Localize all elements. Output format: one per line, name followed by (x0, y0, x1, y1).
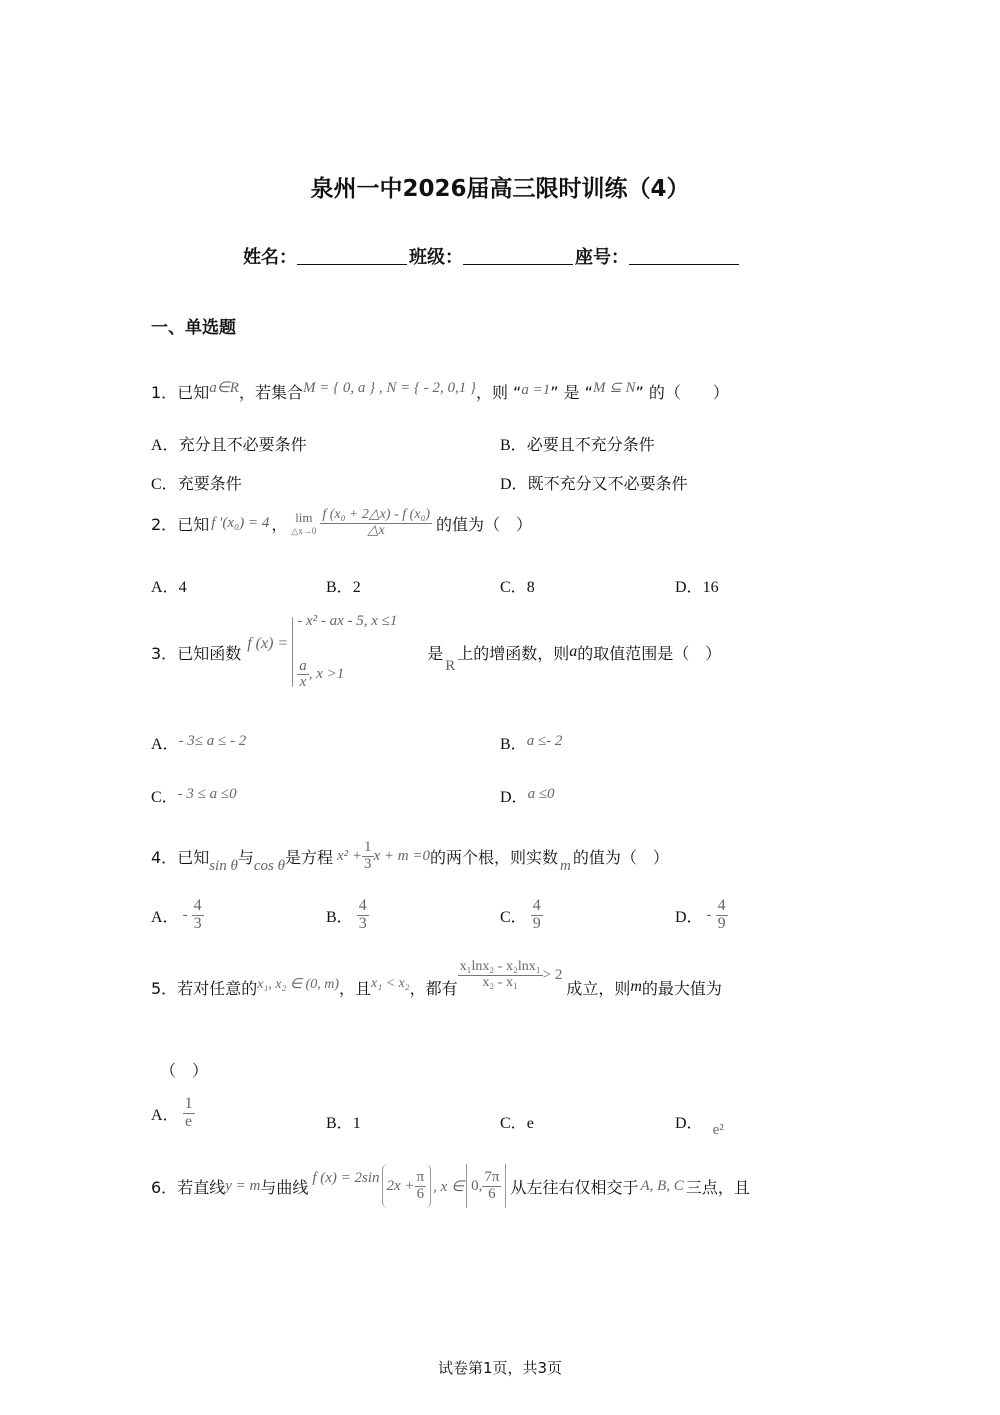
option-a[interactable] (151, 898, 204, 933)
denominator: 9 (717, 914, 726, 932)
domain-interval (466, 1164, 506, 1208)
sin-argument (382, 1164, 432, 1208)
option-key: B． (500, 736, 527, 753)
question-text: 成立，则 (566, 978, 631, 998)
math-expr: y = m (225, 1177, 261, 1194)
math-expr: M ⊆ N (592, 380, 636, 396)
question-text: 与曲线 (260, 1177, 309, 1197)
equation-part: x + m =0 (373, 847, 430, 864)
numerator: π (416, 1168, 425, 1185)
math-expr: a =1 (521, 382, 551, 398)
option-key: C． (500, 1115, 527, 1132)
student-info-row (243, 243, 741, 269)
fraction (320, 508, 432, 538)
numerator: 4 (193, 897, 202, 914)
math-m: m (560, 857, 571, 874)
option-d[interactable] (675, 574, 719, 597)
option-math: - 3 ≤ a ≤0 (177, 786, 237, 802)
math-expr: x₁, x₂ ∈ (0, m) (257, 976, 339, 992)
option-d[interactable] (500, 784, 555, 807)
denominator: △x (367, 522, 385, 538)
question-2 (151, 508, 532, 538)
fraction (183, 1096, 195, 1131)
option-key: B． (326, 1115, 353, 1132)
question-number: 2． (151, 514, 178, 534)
option-c[interactable] (151, 784, 237, 807)
option-key: A． (151, 736, 179, 753)
math-expr: f ′(x₀) = 4 (211, 514, 270, 531)
option-key: C． (500, 908, 527, 926)
numerator: x₁lnx₂ - x₂lnx₁ (459, 958, 541, 974)
question-number: 3． (151, 643, 178, 663)
option-text: 16 (702, 579, 719, 596)
numerator: 4 (358, 897, 367, 914)
question-6 (151, 1160, 750, 1212)
option-key: D． (500, 789, 528, 806)
math-expr: A, B, C (640, 1177, 684, 1194)
question-text: 若对任意的 (177, 978, 258, 998)
fraction (362, 840, 374, 873)
question-text: 的值为（ ） (572, 847, 669, 867)
option-text: 4 (178, 579, 187, 596)
limit-operator (291, 510, 316, 537)
question-text: 是方程 (284, 847, 333, 867)
question-text: 的最大值为 (641, 978, 722, 998)
option-key: D． (500, 476, 528, 493)
numerator: 1 (184, 1095, 193, 1112)
question-text: 已知 (177, 514, 210, 534)
math-expr: M = { 0, a } , N = { - 2, 0,1 } (302, 380, 476, 396)
option-b[interactable] (326, 574, 361, 597)
option-b[interactable] (500, 731, 562, 754)
math-cos: cos θ (253, 857, 285, 874)
lim-sub: △x→0 (291, 525, 317, 536)
math-a: a (569, 643, 578, 660)
question-text: ” 是 “ (550, 383, 593, 402)
arg-part: 2x + (386, 1177, 415, 1194)
option-text: 充分且不必要条件 (178, 435, 307, 454)
option-key: C． (151, 789, 178, 806)
option-math: a ≤0 (527, 786, 555, 802)
class-label: 班级： (409, 247, 463, 268)
numerator: 1 (364, 838, 372, 855)
option-a[interactable] (151, 432, 307, 455)
case-1: - x² - ax - 5, x ≤1 (297, 613, 398, 629)
option-key: C． (151, 476, 178, 493)
math-expr: , x ∈ (433, 1178, 465, 1195)
option-text: 1 (352, 1115, 361, 1132)
numerator: 4 (717, 897, 726, 914)
option-key: B． (326, 908, 353, 926)
math-sin: sin θ (209, 857, 238, 874)
denominator: 3 (364, 855, 372, 872)
question-text: 已知 (177, 383, 210, 402)
question-text: ” 的（ ） (635, 383, 729, 402)
option-a[interactable] (151, 731, 246, 754)
question-number: 4． (151, 847, 178, 867)
math-gt: > 2 (542, 966, 563, 983)
question-text: 已知 (177, 847, 210, 867)
denominator: 6 (488, 1185, 496, 1202)
option-key: A． (151, 579, 179, 596)
case-2-tail: , x >1 (308, 666, 345, 683)
question-text: 与 (237, 847, 254, 867)
option-text: 必要且不充分条件 (526, 435, 655, 454)
option-text: 8 (526, 579, 535, 596)
option-a[interactable] (151, 574, 187, 597)
math-expr: x₁ < x₂ (371, 976, 410, 991)
question-text: 的两个根，则实数 (430, 847, 559, 867)
option-math: - 3≤ a ≤ - 2 (178, 733, 247, 749)
question-text: ， (271, 514, 288, 534)
piecewise-cases (297, 613, 427, 691)
option-text: 2 (352, 579, 361, 596)
function-name: f (x) = 2sin (312, 1169, 380, 1186)
option-d[interactable] (500, 471, 688, 494)
question-text: 三点，且 (685, 1177, 750, 1197)
question-text: ，都有 (409, 978, 458, 998)
lim-text: lim (295, 509, 313, 525)
option-key: C． (500, 579, 527, 596)
option-sign: - (182, 906, 188, 923)
denominator: x₂ - x₁ (482, 974, 518, 990)
piecewise-brace (292, 617, 293, 687)
option-math: a ≤- 2 (526, 733, 563, 749)
option-a[interactable] (151, 1096, 195, 1131)
question-3 (151, 612, 721, 692)
math-m: m (630, 978, 642, 995)
fraction (716, 898, 728, 933)
denominator: x (299, 674, 307, 691)
option-c[interactable] (500, 1110, 534, 1133)
question-number: 1． (151, 383, 178, 402)
question-number: 6． (151, 1177, 178, 1197)
option-sign: - (706, 906, 712, 923)
fraction (458, 960, 543, 990)
question-4 (151, 832, 669, 880)
option-text: 既不充分又不必要条件 (527, 474, 688, 493)
fraction (297, 659, 309, 692)
option-text: e² (712, 1122, 724, 1138)
denominator: 9 (532, 914, 541, 932)
question-text: ，若集合 (238, 383, 303, 402)
function-name: f (x) = (247, 635, 289, 652)
page-title: 泉州一中2026届高三限时训练（4） (310, 176, 690, 202)
denominator: 6 (416, 1185, 425, 1202)
option-text: 充要条件 (177, 474, 242, 493)
fraction (482, 1170, 501, 1203)
equation-part: x² + (336, 847, 363, 864)
option-c[interactable] (151, 471, 242, 494)
class-blank[interactable] (463, 246, 573, 265)
fraction (415, 1170, 427, 1203)
math-expr: a∈R (209, 380, 239, 396)
fraction (192, 898, 204, 933)
denominator: 3 (193, 914, 202, 932)
option-key: A． (151, 437, 179, 454)
question-text: 的取值范围是（ ） (577, 643, 722, 663)
math-R: R (445, 657, 456, 674)
question-text: ，则 “ (475, 383, 522, 402)
name-label: 姓名： (243, 247, 297, 268)
seat-label: 座号： (575, 247, 629, 268)
question-5 (151, 960, 722, 1014)
question-number: 5． (151, 978, 178, 998)
numerator: a (299, 657, 307, 674)
option-key: D． (675, 579, 703, 596)
numerator: f (x₀ + 2△x) - f (x₀) (322, 507, 431, 522)
fraction (357, 898, 369, 933)
question-text: 若直线 (177, 1177, 226, 1197)
option-key: A． (151, 908, 179, 926)
fraction (531, 898, 543, 933)
option-b[interactable] (326, 898, 369, 933)
interval-part: 0, (471, 1177, 483, 1194)
option-b[interactable] (326, 1110, 361, 1133)
denominator: 3 (358, 914, 367, 932)
question-text: 从左往右仅相交于 (510, 1177, 639, 1197)
name-blank[interactable] (297, 246, 407, 265)
option-key: B． (500, 437, 527, 454)
option-d[interactable] (675, 898, 728, 933)
option-key: D． (675, 1115, 703, 1132)
option-c[interactable] (500, 898, 543, 933)
question-text: ，且 (339, 978, 372, 998)
numerator: 4 (532, 897, 541, 914)
question-text: 已知函数 (177, 643, 242, 663)
section-title: 一、单选题 (151, 318, 236, 338)
seat-blank[interactable] (629, 246, 739, 265)
option-b[interactable] (500, 432, 655, 455)
option-d[interactable] (675, 1110, 724, 1138)
answer-paren: （ ） (160, 1061, 209, 1080)
option-key: D． (675, 908, 703, 926)
question-text: 上的增函数，则 (457, 643, 570, 663)
page-footer: 试卷第1页，共3页 (437, 1359, 563, 1377)
option-text: e (526, 1115, 534, 1132)
case-2 (297, 659, 427, 692)
option-c[interactable] (500, 574, 535, 597)
question-1 (151, 378, 729, 403)
option-key: B． (326, 579, 353, 596)
question-text: 的值为（ ） (436, 514, 533, 534)
numerator: 7π (484, 1168, 500, 1185)
question-text: 是 (427, 643, 444, 663)
denominator: e (185, 1112, 193, 1130)
option-key: A． (151, 1106, 179, 1124)
